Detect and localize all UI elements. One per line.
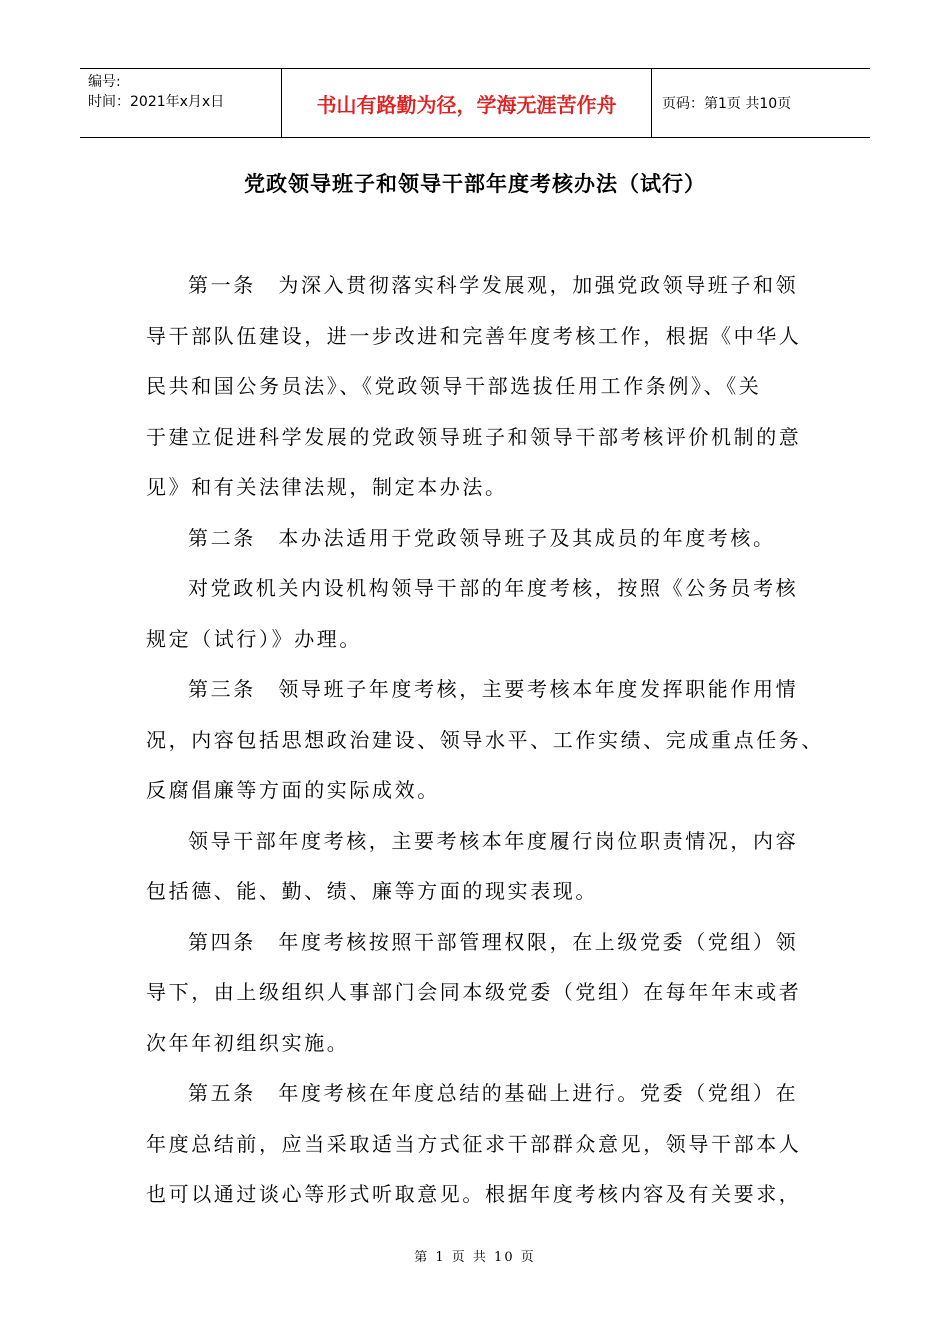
body-line: 第二条 本办法适用于党政领导班子及其成员的年度考核。 <box>188 525 776 550</box>
header-page-label: 页码：第1页 共10页 <box>662 96 792 112</box>
document-date-label: 时间：2021年x月x日 <box>88 94 225 110</box>
body-line: 导下，由上级组织人事部门会同本级党委（党组）在每年年末或者 <box>146 980 802 1004</box>
body-line: 第一条 为深入贯彻落实科学发展观，加强党政领导班子和领 <box>188 273 799 297</box>
body-line: 见》和有关法律法规，制定本办法。 <box>146 475 508 499</box>
body-line: 包括德、能、勤、绩、廉等方面的现实表现。 <box>146 879 598 903</box>
body-line: 第四条 年度考核按照干部管理权限，在上级党委（党组）领 <box>188 929 799 954</box>
document-body <box>146 268 824 1228</box>
body-line: 年度总结前，应当采取适当方式征求干部群众意见，领导干部本人 <box>146 1131 802 1156</box>
document-number-label: 编号: <box>88 74 121 90</box>
header-motto: 书山有路勤为径，学海无涯苦作舟 <box>282 69 652 137</box>
page-header <box>80 68 870 138</box>
body-line: 第五条 年度考核在年度总结的基础上进行。党委（党组）在 <box>188 1081 799 1105</box>
body-line: 次年年初组织实施。 <box>146 1030 350 1055</box>
body-line: 对党政机关内设机构领导干部的年度考核，按照《公务员考核 <box>188 576 799 600</box>
page-footer: 第 1 页 共 10 页 <box>414 1250 536 1265</box>
document-title: 党政领导班子和领导干部年度考核办法（试行） <box>244 171 706 196</box>
body-line: 况，内容包括思想政治建设、领导水平、工作实绩、完成重点任务、 <box>146 727 824 752</box>
body-line: 第三条 领导班子年度考核，主要考核本年度发挥职能作用情 <box>188 677 799 701</box>
body-line: 领导干部年度考核，主要考核本年度履行岗位职责情况，内容 <box>188 828 799 853</box>
body-line: 导干部队伍建设，进一步改进和完善年度考核工作，根据《中华人 <box>146 323 802 348</box>
header-meta <box>80 69 282 137</box>
body-line: 于建立促进科学发展的党政领导班子和领导干部考核评价机制的意 <box>146 424 802 449</box>
body-line: 规定（试行）》办理。 <box>146 626 362 651</box>
body-line: 民共和国公务员法》、《党政领导干部选拔任用工作条例》、《关 <box>146 374 762 398</box>
body-line: 反腐倡廉等方面的实际成效。 <box>146 778 440 802</box>
body-line: 也可以通过谈心等形式听取意见。根据年度考核内容及有关要求， <box>146 1182 802 1206</box>
